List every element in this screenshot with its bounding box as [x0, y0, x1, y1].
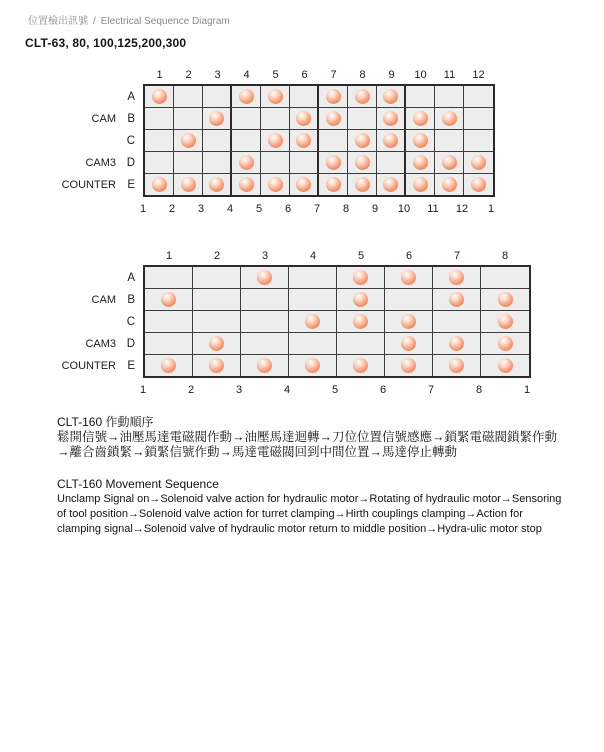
signal-dot	[498, 292, 513, 307]
column-number: 3	[214, 69, 221, 81]
row-letter: A	[127, 272, 135, 284]
grid-cell	[464, 152, 493, 173]
column-number: 8	[359, 69, 366, 81]
grid-cell	[464, 130, 493, 151]
boundary-number: 4	[226, 203, 234, 215]
breadcrumb-zh-label: 位置檢出訊號	[28, 16, 88, 27]
grid-cell	[145, 152, 174, 173]
boundary-number: 2	[187, 384, 195, 396]
signal-row-b	[145, 108, 493, 130]
column-number-row	[145, 66, 604, 82]
signal-dot	[471, 155, 486, 170]
boundary-number-row	[129, 200, 604, 216]
column-number: 2	[185, 69, 192, 81]
signal-dot	[239, 155, 254, 170]
column-number: 6	[301, 69, 308, 81]
grid-cell	[435, 108, 464, 129]
signal-dot	[471, 177, 486, 192]
row-group-label: CAM	[91, 294, 116, 306]
grid-cell	[385, 267, 433, 288]
grid-cell	[481, 267, 529, 288]
grid-cell	[203, 174, 232, 195]
grid-cell	[406, 174, 435, 195]
boundary-number-row	[119, 381, 604, 397]
grid-cell	[193, 267, 241, 288]
grid-cell	[385, 333, 433, 354]
grid-cell	[241, 333, 289, 354]
signal-dot	[401, 358, 416, 373]
grid-cell	[203, 130, 232, 151]
grid-cell	[174, 86, 203, 107]
signal-dot	[305, 314, 320, 329]
row-letter: E	[127, 360, 135, 372]
column-number: 8	[501, 250, 509, 262]
boundary-number: 1	[139, 384, 147, 396]
grid-cell	[385, 355, 433, 376]
column-number: 1	[165, 250, 173, 262]
note-english-body: Unclamp Signal on→Solenoid valve action for hydraulic motor→Rotating of hydraulic motor→Sensoring of tool position→Solenoid valve action for turret clamping→Hirth couplings clamping→Action for clamping signal→Solenoid valve of hydraulic motor return to middle position→Hydra-ulic motor stop	[57, 493, 562, 536]
grid-cell	[348, 130, 377, 151]
signal-dot	[401, 336, 416, 351]
grid-cell	[385, 289, 433, 310]
column-number: 12	[472, 69, 485, 81]
note-english-title: CLT-160 Movement Sequence	[57, 477, 219, 491]
grid-cell	[145, 130, 174, 151]
column-number: 10	[414, 69, 427, 81]
grid-cell	[241, 267, 289, 288]
signal-dot	[413, 155, 428, 170]
grid-cell	[406, 130, 435, 151]
signal-dot	[326, 177, 341, 192]
grid-cell	[481, 311, 529, 332]
grid-cell	[337, 333, 385, 354]
row-group-label: CAM	[91, 113, 116, 125]
grid-cell	[377, 86, 406, 107]
row-label	[0, 267, 143, 289]
grid-cell	[290, 86, 319, 107]
signal-row-e	[145, 174, 493, 195]
grid-cell	[406, 86, 435, 107]
grid-cell	[435, 130, 464, 151]
row-label	[0, 289, 143, 311]
signal-row-c	[145, 311, 529, 333]
grid-cell	[377, 108, 406, 129]
grid-cell	[464, 174, 493, 195]
grid-cell	[385, 311, 433, 332]
grid-cell	[232, 174, 261, 195]
signal-dot	[353, 292, 368, 307]
boundary-number: 6	[379, 384, 387, 396]
signal-dot	[268, 133, 283, 148]
signal-dot	[209, 177, 224, 192]
boundary-number: 10	[397, 203, 411, 215]
signal-dot	[413, 177, 428, 192]
signal-grid-box	[143, 265, 531, 378]
grid-cell	[481, 289, 529, 310]
signal-dot	[326, 111, 341, 126]
grid-cell	[193, 355, 241, 376]
boundary-number: 8	[342, 203, 350, 215]
row-letter: D	[126, 338, 135, 350]
row-letter: C	[126, 135, 135, 147]
signal-dot	[498, 314, 513, 329]
boundary-number: 6	[284, 203, 292, 215]
boundary-number: 7	[313, 203, 321, 215]
signal-dot	[442, 111, 457, 126]
row-letter: A	[127, 91, 135, 103]
row-label	[0, 86, 143, 108]
boundary-number: 5	[255, 203, 263, 215]
signal-dot	[209, 111, 224, 126]
signal-dot	[355, 89, 370, 104]
grid-cell	[174, 152, 203, 173]
boundary-number: 1	[487, 203, 495, 215]
boundary-number: 2	[168, 203, 176, 215]
grid-cell	[337, 355, 385, 376]
signal-dot	[161, 292, 176, 307]
grid-cell	[377, 152, 406, 173]
grid-cell	[290, 174, 319, 195]
row-label	[0, 355, 143, 377]
signal-dot	[239, 177, 254, 192]
row-group-label: CAM3	[85, 157, 116, 169]
breadcrumb-separator: /	[93, 16, 96, 27]
column-number: 7	[330, 69, 337, 81]
signal-dot	[326, 89, 341, 104]
signal-dot	[401, 270, 416, 285]
grid-cell	[433, 267, 481, 288]
grid-cell	[241, 355, 289, 376]
grid-cell	[261, 130, 290, 151]
row-letter: D	[126, 157, 135, 169]
grid-cell	[203, 108, 232, 129]
column-number: 11	[443, 69, 456, 81]
grid-cell	[435, 86, 464, 107]
grid-cell	[481, 333, 529, 354]
grid-cell	[145, 86, 174, 107]
grid-cell	[289, 267, 337, 288]
signal-dot	[152, 89, 167, 104]
signal-dot	[413, 133, 428, 148]
grid-cell	[145, 267, 193, 288]
row-letter: B	[127, 113, 135, 125]
column-number: 2	[213, 250, 221, 262]
grid-cell	[406, 108, 435, 129]
signal-row-e	[145, 355, 529, 376]
grid-cell	[290, 130, 319, 151]
grid-cell	[337, 289, 385, 310]
column-number: 6	[405, 250, 413, 262]
signal-dot	[257, 270, 272, 285]
grid-cell	[193, 333, 241, 354]
column-number: 9	[388, 69, 395, 81]
grid-cell	[464, 86, 493, 107]
grid-cell	[261, 174, 290, 195]
page-title: CLT-63, 80, 100,125,200,300	[25, 36, 187, 50]
signal-dot	[353, 358, 368, 373]
grid-cell	[433, 311, 481, 332]
grid-cell	[481, 355, 529, 376]
grid-cell	[337, 311, 385, 332]
grid-cell	[203, 152, 232, 173]
boundary-number: 7	[427, 384, 435, 396]
row-label	[0, 108, 143, 130]
breadcrumb	[28, 12, 230, 27]
grid-cell	[174, 174, 203, 195]
grid-cell	[174, 130, 203, 151]
note-chinese-title: CLT-160 作動順序	[57, 415, 154, 429]
boundary-number: 12	[455, 203, 469, 215]
signal-dot	[498, 358, 513, 373]
signal-grid-box	[143, 84, 495, 197]
signal-dot	[449, 336, 464, 351]
signal-dot	[152, 177, 167, 192]
signal-row-a	[145, 86, 493, 108]
grid-cell	[174, 108, 203, 129]
grid-cell	[348, 152, 377, 173]
boundary-number: 1	[139, 203, 147, 215]
signal-dot	[442, 177, 457, 192]
row-letter: E	[127, 179, 135, 191]
sequence-grid-clt160	[0, 247, 604, 397]
grid-cell	[464, 108, 493, 129]
boundary-number: 1	[523, 384, 531, 396]
grid-cell	[241, 311, 289, 332]
signal-dot	[449, 358, 464, 373]
signal-row-d	[145, 333, 529, 355]
grid-cell	[377, 130, 406, 151]
signal-dot	[326, 155, 341, 170]
grid-cell	[232, 86, 261, 107]
grid-cell	[289, 355, 337, 376]
grid-cell	[319, 108, 348, 129]
signal-row-c	[145, 130, 493, 152]
row-label-column	[0, 86, 143, 196]
signal-dot	[442, 155, 457, 170]
boundary-number: 8	[475, 384, 483, 396]
signal-dot	[209, 358, 224, 373]
grid-cell	[261, 108, 290, 129]
grid-cell	[193, 311, 241, 332]
row-group-label: COUNTER	[61, 360, 116, 372]
boundary-number: 3	[235, 384, 243, 396]
signal-row-d	[145, 152, 493, 174]
grid-cell	[203, 86, 232, 107]
signal-dot	[355, 133, 370, 148]
row-group-label: COUNTER	[61, 179, 116, 191]
signal-dot	[353, 314, 368, 329]
grid-cell	[406, 152, 435, 173]
signal-dot	[181, 177, 196, 192]
signal-dot	[353, 270, 368, 285]
grid-cell	[435, 174, 464, 195]
note-english	[57, 477, 565, 538]
grid-cell	[145, 355, 193, 376]
grid-cell	[290, 108, 319, 129]
signal-dot	[296, 177, 311, 192]
signal-dot	[498, 336, 513, 351]
row-letter: C	[126, 316, 135, 328]
boundary-number: 4	[283, 384, 291, 396]
row-label	[0, 333, 143, 355]
row-label	[0, 130, 143, 152]
grid-cell	[193, 289, 241, 310]
grid-cell	[433, 289, 481, 310]
signal-dot	[209, 336, 224, 351]
row-letter: B	[127, 294, 135, 306]
column-number: 1	[156, 69, 163, 81]
signal-dot	[268, 177, 283, 192]
signal-dot	[449, 292, 464, 307]
grid-cell	[377, 174, 406, 195]
grid-cell	[145, 174, 174, 195]
signal-dot	[296, 133, 311, 148]
breadcrumb-en-label: Electrical Sequence Diagram	[100, 16, 230, 27]
grid-cell	[337, 267, 385, 288]
grid-cell	[435, 152, 464, 173]
grid-cell	[232, 130, 261, 151]
grid-cell	[232, 108, 261, 129]
signal-dot	[161, 358, 176, 373]
grid-cell	[145, 333, 193, 354]
grid-cell	[145, 108, 174, 129]
grid-cell	[145, 311, 193, 332]
boundary-number: 3	[197, 203, 205, 215]
column-number: 5	[357, 250, 365, 262]
grid-cell	[348, 108, 377, 129]
grid-cell	[319, 130, 348, 151]
signal-dot	[401, 314, 416, 329]
column-number-row	[145, 247, 604, 263]
signal-dot	[355, 155, 370, 170]
grid-cell	[261, 152, 290, 173]
grid-cell	[319, 86, 348, 107]
grid-cell	[348, 86, 377, 107]
signal-dot	[257, 358, 272, 373]
column-number: 4	[243, 69, 250, 81]
signal-dot	[268, 89, 283, 104]
grid-cell	[241, 289, 289, 310]
grid-cell	[289, 311, 337, 332]
row-label	[0, 311, 143, 333]
column-number: 3	[261, 250, 269, 262]
boundary-number: 5	[331, 384, 339, 396]
column-number: 5	[272, 69, 279, 81]
boundary-number: 11	[427, 203, 439, 215]
grid-cell	[348, 174, 377, 195]
row-label	[0, 174, 143, 196]
signal-dot	[383, 89, 398, 104]
note-chinese	[57, 415, 565, 460]
row-label	[0, 152, 143, 174]
signal-dot	[305, 358, 320, 373]
grid-cell	[145, 289, 193, 310]
row-group-label: CAM3	[85, 338, 116, 350]
sequence-grid-clt63-300	[0, 66, 604, 216]
boundary-number: 9	[371, 203, 379, 215]
column-number: 7	[453, 250, 461, 262]
grid-cell	[289, 333, 337, 354]
signal-dot	[449, 270, 464, 285]
signal-dot	[383, 177, 398, 192]
grid-cell	[319, 152, 348, 173]
column-number: 4	[309, 250, 317, 262]
grid-cell	[232, 152, 261, 173]
signal-dot	[383, 111, 398, 126]
grid-cell	[319, 174, 348, 195]
grid-cell	[290, 152, 319, 173]
grid-cell	[261, 86, 290, 107]
row-label-column	[0, 267, 143, 377]
signal-dot	[355, 177, 370, 192]
signal-dot	[383, 133, 398, 148]
note-chinese-body: 鬆開信號→油壓馬達電磁閥作動→油壓馬達迴轉→刀位位置信號感應→鎖緊電磁閥鎖緊作動→離合齒鎖緊→鎖緊信號作動→馬達電磁閥回到中間位置→馬達停止轉動	[57, 430, 558, 459]
signal-row-a	[145, 267, 529, 289]
grid-cell	[433, 355, 481, 376]
signal-dot	[296, 111, 311, 126]
signal-dot	[181, 133, 196, 148]
signal-dot	[239, 89, 254, 104]
grid-cell	[289, 289, 337, 310]
signal-dot	[413, 111, 428, 126]
grid-cell	[433, 333, 481, 354]
signal-row-b	[145, 289, 529, 311]
